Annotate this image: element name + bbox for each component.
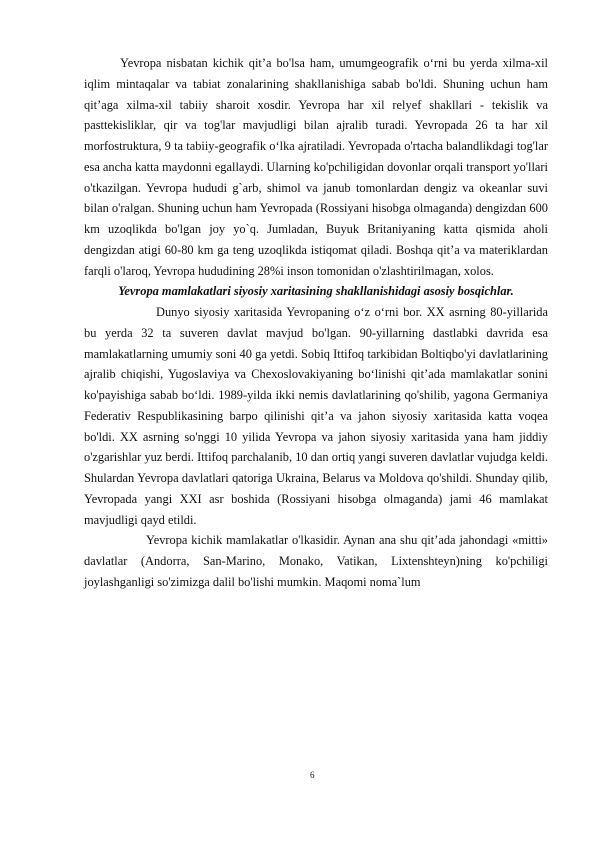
paragraph-small-countries: Yevropa kichik mamlakatlar o'lkasidir. Aynan ana shu qit’ada jahondagi «mitti» davlatlar (Andorra, San-Marino, Monako, Vatikan, Lixtenshteyn)ning ko'pchiligi joylashganligi so'zimizga dalil bo'lishi mumkin. Maqomi noma`lum <box>84 533 548 589</box>
paragraph-political-map: Dunyo siyosiy xaritasida Yevropaning o‘z o‘rni bor. XX asrning 80-yillarida bu yerda 32 ta suveren davlat mavjud bo'lgan. 90-yillarning dastlabki davrida esa mamlakatlarning umumiy soni 40 ga yetdi. Sobiq Ittifoq tarkibidan Boltiqbo'yi davlatlarining ajralib chiqishi, Yugoslaviya va Chexoslovakiyaning bo‘linishi qit’ada mamlakatlar sonini ko'payishiga sabab bo‘ldi. 1989-yilda ikki nemis davlatlarining qo'shilib, yagona Germaniya Federativ Respublikasining barpo qilinishi qit’a va jahon siyosiy xaritasida katta voqea bo'ldi. XX asrning so'nggi 10 yilida Yevropa va jahon siyosiy xaritasida yana ham jiddiy o'zgarishlar yuz berdi. Ittifoq parchalanib, 10 dan ortiq yangi suveren davlatlar vujudga keldi. Shulardan Yevropa davlatlari qatoriga Ukraina, Belarus va Moldova qo'shildi. Shunday qilib, Yevropada yangi XXI asr boshida (Rossiyani hisobga olmaganda) jami 46 mamlakat mavjudligi qayd etildi. <box>84 305 548 527</box>
paragraph-geography: Yevropa nisbatan kichik qit’a bo'lsa ham, umumgeografik o‘rni bu yerda xilma-xil iqlim mintaqalar va tabiat zonalarining shakllanishiga sabab bo'ldi. Shuning uchun ham qit’aga xilma-xil tabiiy sharoit xosdir. Yevropa har xil relyef shakllari - tekislik va pasttekisliklar, qir va tog'lar mavjudligi bilan ajralib turadi. Yevropada 26 ta har xil morfostruktura, 9 ta tabiiy-geografik o‘lka ajratiladi. Yevropada o'rtacha balandlikdagi tog'lar esa ancha katta maydonni egallaydi. Ularning ko'pchiligidan dovonlar orqali transport yo'llari o'tkazilgan. Yevropa hududi g`arb, shimol va janub tomonlardan dengiz va okeanlar suvi bilan o'ralgan. Shuning uchun ham Yevropada (Rossiyani hisobga olmaganda) dengizdan 600 km uzoqlikda bo'lgan joy yo`q. Jumladan, Buyuk Britaniyaning katta qismida aholi dengizdan atigi 60-80 km ga teng uzoqlikda istiqomat qiladi. Boshqa qit’a va materiklardan farqli o'laroq, Yevropa hududining 28%i inson tomonidan o'zlashtirilmagan, xolos. <box>84 56 548 278</box>
body-text <box>84 53 548 593</box>
section-heading: Yevropa mamlakatlari siyosiy xaritasining shakllanishidagi asosiy bosqichlar. <box>118 284 514 299</box>
page-number: 6 <box>310 770 315 780</box>
